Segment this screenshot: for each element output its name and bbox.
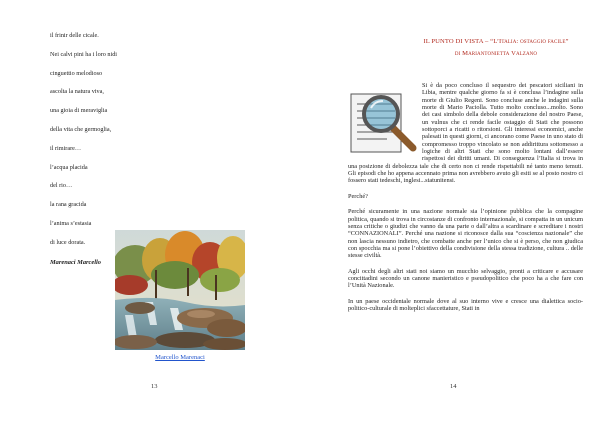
poem-line: Nei calvi pini ha i loro nidi [50, 50, 118, 58]
poem-line: l’anima s’estasia [50, 219, 92, 227]
paragraph-4: In un paese occidentale normale dove al suo interno vive e cresce una dialettica socio-politico-culturale di molteplici sfaccettature, Stati in [348, 297, 583, 312]
poem-line: il rimirare… [50, 144, 82, 152]
poem-line: l’acqua placida [50, 163, 88, 171]
paragraph-2: Perché sicuramente in una nazione normale sia l’opinione pubblica che la compagine politica, quando si trova in circostanze di confronto internazionale, si compatta in un unicum senza critiche o giudizi che vanno da una parte o dall’altra a scardinare e screditare i nostri “CONNAZIONALI”. Perché una nazione si riconosce dalla sua “coscienza nazionale” che non lascia nessuno indietro, che combatte anche per l’unico che si è perso, che non giudica con spocchia ma si pone l’obiettivo della condivisione della stessa tradizione, cultura .. delle stesse civiltà. [348, 208, 583, 260]
article-author-line: di Mariantonietta Valzano [454, 50, 538, 57]
paragraph-3: Agli occhi degli altri stati noi siamo un mucchio selvaggio, pronti a criticare e accusare concittadini secondo un canone manieristico e pseudopolitico che poco ha a che fare con l’Unità Nazionale. [348, 267, 583, 290]
page-number-right: 14 [450, 383, 457, 390]
poem-line: il frinir delle cicale. [50, 32, 99, 39]
poem-line: ascolta la natura viva, [50, 88, 104, 96]
article-title-line: IL PUNTO DI VISTA – “L’Italia: ostaggio facile” [423, 38, 569, 45]
poem-line: cinguettio melodioso [50, 69, 103, 77]
magnifying-glass-document-icon [347, 88, 420, 158]
poem-line: di luce dorata. [50, 238, 86, 246]
poem-line: una gioia di meraviglia [50, 107, 108, 115]
question-heading: Perché? [348, 192, 368, 200]
poem-line: della vita che germoglia, [50, 125, 112, 133]
page-number-left: 13 [151, 383, 158, 390]
poem-line: la rana gracida [50, 201, 87, 209]
landscape-painting [115, 230, 245, 350]
painting-caption-link[interactable]: Marcello Marenaci [155, 354, 205, 361]
poem-line: del rio… [50, 182, 73, 190]
poem-author: Marenaci Marcello [50, 258, 101, 266]
intro-paragraph: Si è da poco concluso il sequestro dei pescatori siciliani in Libia, mentre qualche giorno fa si è conclusa l’indagine sulla morte di Giulio Regeni. Sono concluse anche le indagini sulla morte di Mario Paciolla. Tutto molto concluso...molto. Sono dei casi simbolo della debole considerazione del nostro Paese, un vulnus che ci rende facile ostaggio di Stati che possono sottoporci a ricatti o ritorsioni. Gli interessi economici, anche palesati in questi giorni, ci ancorano come Paese in uno stato di compromesso troppo vincolato se non addirittura sottomesso a logiche di altri Stati che sono molto lontani dall’essere rispettosi dei diritti umani. Di conseguenza l’Italia si trova in una posizione di debolezza tale che di certo non ci rende rispettabili né tanto meno temuti. Gli episodi che ho appena accennato prima non avrebbero avuto gli esiti se al posto nostro ci fossero stati tedeschi, inglesi...statunitensi. [348, 82, 583, 185]
article-title [396, 36, 596, 60]
right-page [300, 0, 600, 424]
